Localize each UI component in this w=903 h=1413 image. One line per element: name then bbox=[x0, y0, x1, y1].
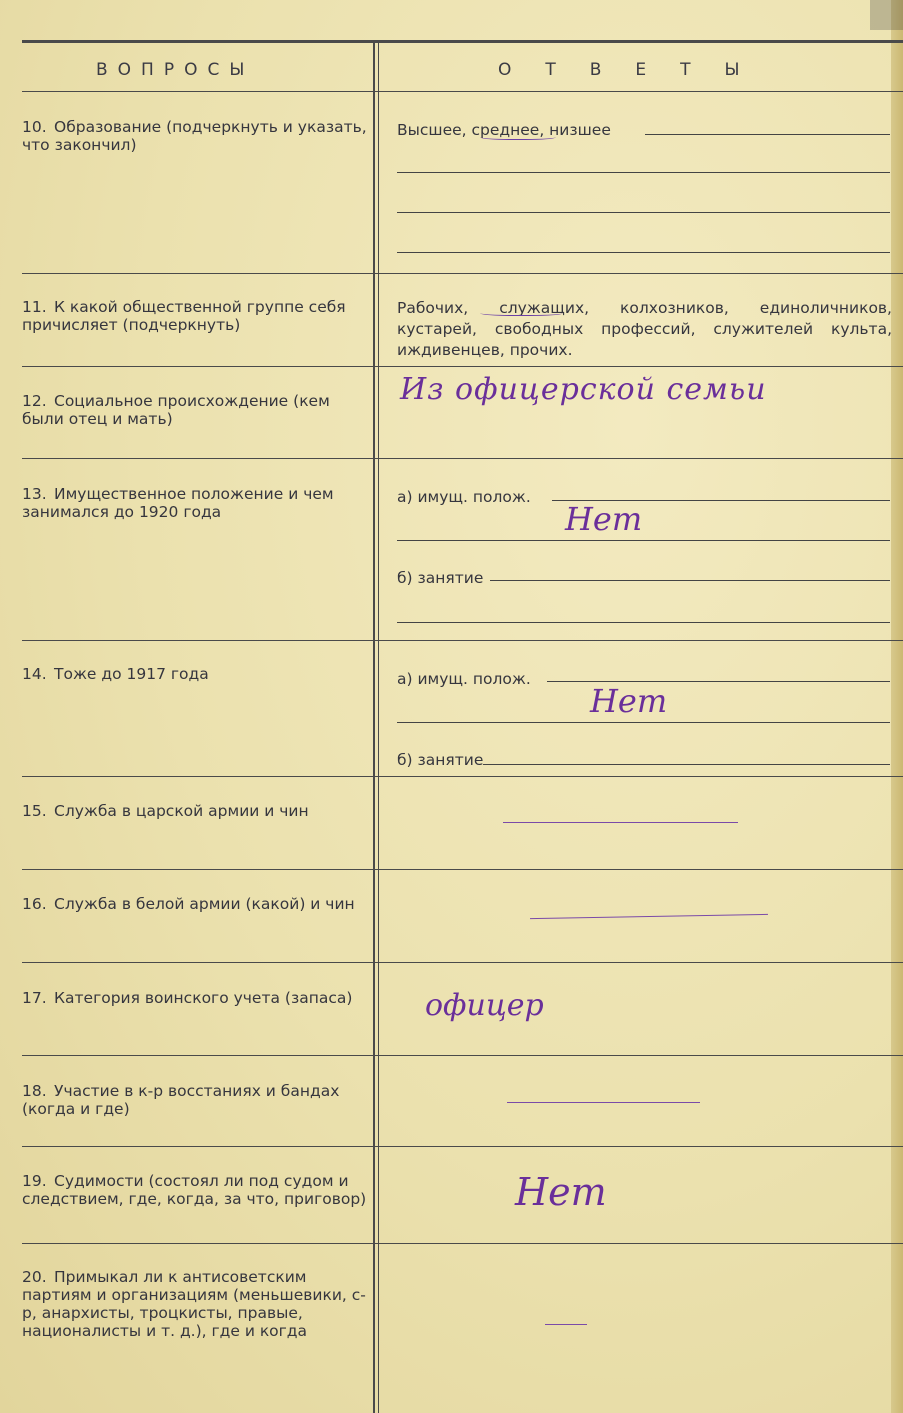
questions-header: ВОПРОСЫ bbox=[96, 60, 255, 80]
question-number: 10. bbox=[22, 118, 47, 136]
header-bottom-rule bbox=[22, 91, 903, 92]
row-divider-11 bbox=[22, 366, 903, 367]
row-divider-10 bbox=[22, 273, 903, 274]
question-12 bbox=[22, 392, 367, 428]
answers-header: ОТВЕТЫ bbox=[498, 60, 774, 80]
row-divider-12 bbox=[22, 458, 903, 459]
question-text: Примыкал ли к антисоветским партиям и организациям (меньшевики, с-р, анархисты, троцкисты, правые, националисты и т. д.), где и когда bbox=[22, 1268, 366, 1340]
question-number: 18. bbox=[22, 1082, 47, 1100]
row-divider-13 bbox=[22, 640, 903, 641]
question-text: Имущественное положение и чем занимался до 1920 года bbox=[22, 485, 334, 521]
question-19 bbox=[22, 1172, 367, 1208]
handwritten-origin: Из офицерской семьи bbox=[400, 372, 767, 407]
handwritten-property-1920: Нет bbox=[565, 500, 643, 538]
question-text: Участие в к-р восстаниях и бандах (когда и где) bbox=[22, 1082, 340, 1118]
question-15 bbox=[22, 802, 367, 820]
question-18 bbox=[22, 1082, 367, 1118]
label-property: а) имущ. полож. bbox=[397, 670, 531, 688]
question-text: Категория воинского учета (запаса) bbox=[54, 989, 353, 1007]
dash-mark-white-army bbox=[530, 914, 768, 919]
handwritten-convictions: Нет bbox=[515, 1170, 607, 1214]
blank-line bbox=[397, 722, 890, 723]
question-number: 19. bbox=[22, 1172, 47, 1190]
question-text: Тоже до 1917 года bbox=[54, 665, 209, 683]
blank-line bbox=[397, 172, 890, 173]
social-group-options: Рабочих, служащих, колхозников, единоличников, кустарей, свободных профессий, служителей культа, иждивенцев, прочих. bbox=[397, 299, 892, 359]
handwritten-military-category: офицер bbox=[425, 988, 544, 1023]
question-number: 11. bbox=[22, 298, 47, 316]
question-text: Судимости (состоял ли под судом и следствием, где, когда, за что, приговор) bbox=[22, 1172, 367, 1208]
label-property: а) имущ. полож. bbox=[397, 488, 531, 506]
blank-line bbox=[397, 622, 890, 623]
education-options: Высшее, среднее, низшее bbox=[397, 121, 611, 139]
dash-mark-tsarist-army bbox=[503, 822, 738, 823]
question-17 bbox=[22, 989, 367, 1007]
question-10 bbox=[22, 118, 367, 154]
question-text: К какой общественной группе себя причисляет (подчеркнуть) bbox=[22, 298, 346, 334]
blank-line bbox=[490, 580, 890, 581]
dash-mark-uprisings bbox=[507, 1102, 700, 1103]
row-divider-17 bbox=[22, 1055, 903, 1056]
blank-line bbox=[483, 764, 890, 765]
question-text: Социальное происхождение (кем были отец и мать) bbox=[22, 392, 330, 428]
question-number: 14. bbox=[22, 665, 47, 683]
top-dark-band bbox=[870, 0, 903, 30]
column-divider-inner bbox=[378, 42, 379, 1413]
question-text: Служба в белой армии (какой) и чин bbox=[54, 895, 355, 913]
underline-mark-social-group bbox=[480, 309, 563, 316]
question-number: 17. bbox=[22, 989, 47, 1007]
label-occupation: б) занятие bbox=[397, 751, 484, 769]
paper-edge bbox=[891, 0, 903, 1413]
row-divider-19 bbox=[22, 1243, 903, 1244]
column-divider bbox=[373, 42, 375, 1413]
question-number: 15. bbox=[22, 802, 47, 820]
row-divider-14 bbox=[22, 776, 903, 777]
handwritten-property-1917: Нет bbox=[590, 682, 668, 720]
row-divider-16 bbox=[22, 962, 903, 963]
question-number: 13. bbox=[22, 485, 47, 503]
top-rule bbox=[22, 40, 903, 43]
blank-line bbox=[397, 212, 890, 213]
question-14 bbox=[22, 665, 367, 683]
question-text: Образование (подчеркнуть и указать, что закончил) bbox=[22, 118, 367, 154]
question-20 bbox=[22, 1268, 367, 1340]
blank-line bbox=[397, 252, 890, 253]
question-number: 16. bbox=[22, 895, 47, 913]
underline-mark-education bbox=[480, 133, 556, 140]
row-divider-18 bbox=[22, 1146, 903, 1147]
question-text: Служба в царской армии и чин bbox=[54, 802, 309, 820]
label-occupation: б) занятие bbox=[397, 569, 484, 587]
question-13 bbox=[22, 485, 367, 521]
question-16 bbox=[22, 895, 367, 913]
dash-mark-parties bbox=[545, 1324, 587, 1325]
blank-line bbox=[397, 540, 890, 541]
question-number: 20. bbox=[22, 1268, 47, 1286]
question-11 bbox=[22, 298, 367, 334]
question-number: 12. bbox=[22, 392, 47, 410]
blank-line bbox=[645, 134, 890, 135]
row-divider-15 bbox=[22, 869, 903, 870]
